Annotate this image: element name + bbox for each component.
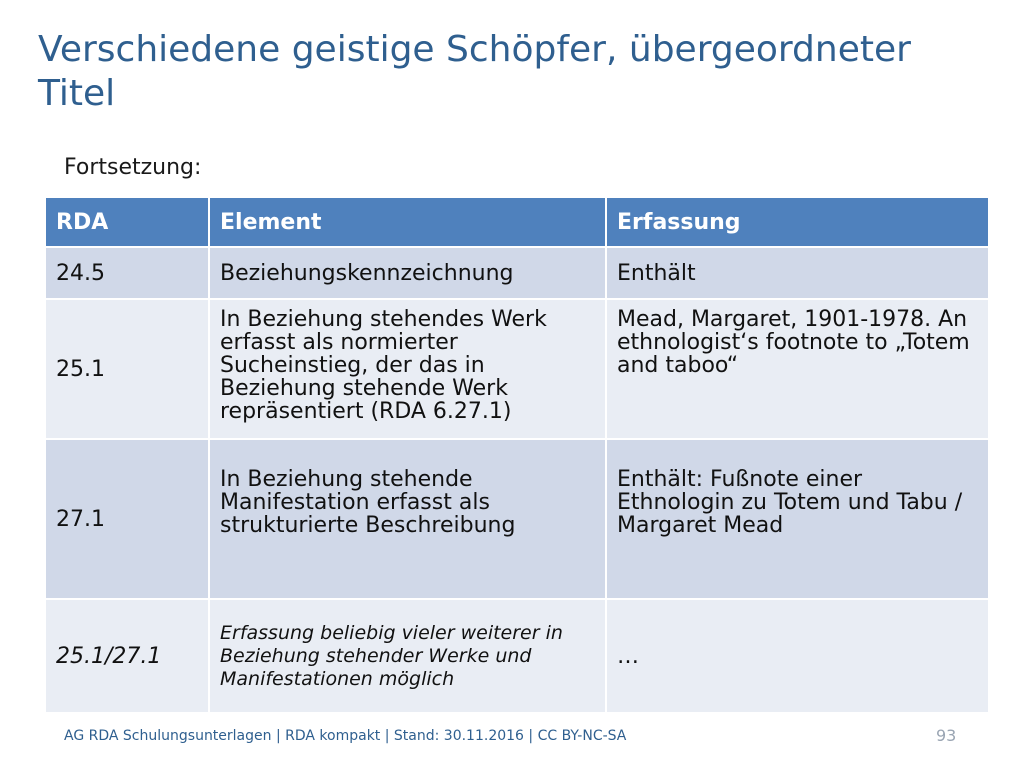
header-element: Element	[209, 197, 606, 247]
cell-rda: 25.1	[45, 299, 209, 439]
cell-erfassung: Enthält: Fußnote einer Ethnologin zu Totem und Tabu / Margaret Mead	[606, 439, 989, 599]
header-erfassung: Erfassung	[606, 197, 989, 247]
cell-erfassung: Mead, Margaret, 1901-1978. An ethnologist‘s footnote to „Totem and taboo“	[606, 299, 989, 439]
table-row	[45, 439, 989, 599]
cell-erfassung: …	[606, 599, 989, 713]
slide-title: Verschiedene geistige Schöpfer, übergeordneter Titel	[38, 29, 911, 114]
cell-element: Erfassung beliebig vieler weiterer in Beziehung stehender Werke und Manifestationen möglich	[209, 599, 606, 713]
cell-element: Beziehungskennzeichnung	[209, 247, 606, 299]
cell-erfassung: Enthält	[606, 247, 989, 299]
cell-rda: 25.1/27.1	[45, 599, 209, 713]
cell-element: In Beziehung stehendes Werk erfasst als normierter Sucheinstieg, der das in Beziehung stehende Werk repräsentiert (RDA 6.27.1)	[209, 299, 606, 439]
footer-text: AG RDA Schulungsunterlagen | RDA kompakt | Stand: 30.11.2016 | CC BY-NC-SA	[64, 728, 627, 744]
table-row	[45, 299, 989, 439]
table-row	[45, 599, 989, 713]
table-header-row	[45, 197, 989, 247]
cell-element: In Beziehung stehende Manifestation erfasst als strukturierte Beschreibung	[209, 439, 606, 599]
slide-subtitle: Fortsetzung:	[64, 155, 202, 180]
table-row	[45, 247, 989, 299]
page-number: 93	[936, 726, 957, 745]
cell-rda: 24.5	[45, 247, 209, 299]
cell-rda: 27.1	[45, 439, 209, 599]
header-rda: RDA	[45, 197, 209, 247]
rda-table	[44, 196, 990, 714]
